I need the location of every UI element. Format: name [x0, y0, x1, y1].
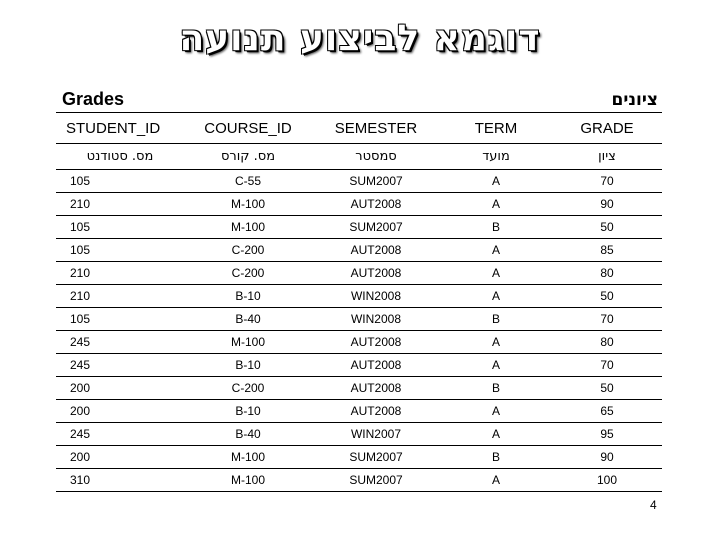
- cell-course-id: C-200: [184, 377, 312, 400]
- cell-student-id: 245: [56, 423, 184, 446]
- header-term-he: מועד: [440, 144, 552, 170]
- cell-semester: SUM2007: [312, 446, 440, 469]
- cell-term: B: [440, 308, 552, 331]
- cell-semester: AUT2008: [312, 193, 440, 216]
- cell-course-id: M-100: [184, 469, 312, 492]
- cell-term: A: [440, 170, 552, 193]
- slide-title: דוגמא לביצוע תנועה: [179, 18, 541, 59]
- cell-student-id: 105: [56, 239, 184, 262]
- cell-semester: WIN2008: [312, 308, 440, 331]
- table-label-english: Grades: [62, 89, 125, 109]
- cell-student-id: 105: [56, 170, 184, 193]
- cell-course-id: B-10: [184, 354, 312, 377]
- cell-course-id: B-10: [184, 285, 312, 308]
- cell-grade: 85: [552, 239, 662, 262]
- cell-grade: 70: [552, 308, 662, 331]
- cell-semester: WIN2007: [312, 423, 440, 446]
- cell-grade: 90: [552, 193, 662, 216]
- cell-grade: 50: [552, 216, 662, 239]
- table-row: [56, 170, 662, 193]
- cell-course-id: B-40: [184, 308, 312, 331]
- table-row: [56, 446, 662, 469]
- cell-term: B: [440, 377, 552, 400]
- cell-student-id: 245: [56, 331, 184, 354]
- table-row: [56, 285, 662, 308]
- header-term: TERM: [440, 113, 552, 144]
- cell-term: A: [440, 469, 552, 492]
- cell-term: B: [440, 216, 552, 239]
- cell-grade: 95: [552, 423, 662, 446]
- cell-grade: 50: [552, 285, 662, 308]
- header-student-id: STUDENT_ID: [56, 113, 184, 144]
- cell-student-id: 245: [56, 354, 184, 377]
- table-row: [56, 239, 662, 262]
- cell-student-id: 200: [56, 446, 184, 469]
- header-course-id: COURSE_ID: [184, 113, 312, 144]
- cell-course-id: C-55: [184, 170, 312, 193]
- table-body: [56, 170, 662, 492]
- cell-semester: SUM2007: [312, 469, 440, 492]
- grades-table: [56, 112, 662, 492]
- cell-semester: AUT2008: [312, 354, 440, 377]
- table-row: [56, 262, 662, 285]
- cell-course-id: B-40: [184, 423, 312, 446]
- cell-student-id: 105: [56, 216, 184, 239]
- cell-student-id: 200: [56, 400, 184, 423]
- table-row: [56, 469, 662, 492]
- cell-term: A: [440, 423, 552, 446]
- cell-semester: AUT2008: [312, 400, 440, 423]
- cell-course-id: M-100: [184, 216, 312, 239]
- cell-term: B: [440, 446, 552, 469]
- cell-course-id: M-100: [184, 193, 312, 216]
- cell-grade: 70: [552, 354, 662, 377]
- cell-grade: 70: [552, 170, 662, 193]
- cell-student-id: 310: [56, 469, 184, 492]
- cell-term: A: [440, 262, 552, 285]
- header-grade: GRADE: [552, 113, 662, 144]
- cell-semester: AUT2008: [312, 377, 440, 400]
- cell-semester: SUM2007: [312, 216, 440, 239]
- header-semester: SEMESTER: [312, 113, 440, 144]
- cell-semester: WIN2008: [312, 285, 440, 308]
- header-semester-he: סמסטר: [312, 144, 440, 170]
- cell-course-id: M-100: [184, 446, 312, 469]
- cell-grade: 100: [552, 469, 662, 492]
- cell-student-id: 105: [56, 308, 184, 331]
- cell-course-id: M-100: [184, 331, 312, 354]
- cell-semester: SUM2007: [312, 170, 440, 193]
- table-row: [56, 423, 662, 446]
- cell-grade: 65: [552, 400, 662, 423]
- header-course-id-he: מס. קורס: [184, 144, 312, 170]
- cell-semester: AUT2008: [312, 331, 440, 354]
- header-grade-he: ציון: [552, 144, 662, 170]
- page-number: 4: [650, 498, 657, 512]
- cell-student-id: 210: [56, 193, 184, 216]
- table-row: [56, 216, 662, 239]
- cell-term: A: [440, 285, 552, 308]
- cell-term: A: [440, 354, 552, 377]
- cell-grade: 90: [552, 446, 662, 469]
- table-row: [56, 377, 662, 400]
- cell-term: A: [440, 239, 552, 262]
- cell-course-id: C-200: [184, 262, 312, 285]
- table-label-hebrew: ציונים: [611, 90, 658, 110]
- cell-grade: 80: [552, 331, 662, 354]
- cell-student-id: 200: [56, 377, 184, 400]
- cell-grade: 50: [552, 377, 662, 400]
- cell-course-id: C-200: [184, 239, 312, 262]
- table-row: [56, 354, 662, 377]
- table-row: [56, 331, 662, 354]
- cell-student-id: 210: [56, 285, 184, 308]
- cell-semester: AUT2008: [312, 239, 440, 262]
- cell-semester: AUT2008: [312, 262, 440, 285]
- cell-student-id: 210: [56, 262, 184, 285]
- table-row: [56, 400, 662, 423]
- header-row-english: [56, 113, 662, 144]
- cell-grade: 80: [552, 262, 662, 285]
- header-student-id-he: מס. סטודנט: [56, 144, 184, 170]
- cell-term: A: [440, 400, 552, 423]
- table-row: [56, 308, 662, 331]
- cell-term: A: [440, 331, 552, 354]
- table-row: [56, 193, 662, 216]
- cell-course-id: B-10: [184, 400, 312, 423]
- header-row-hebrew: [56, 144, 662, 170]
- cell-term: A: [440, 193, 552, 216]
